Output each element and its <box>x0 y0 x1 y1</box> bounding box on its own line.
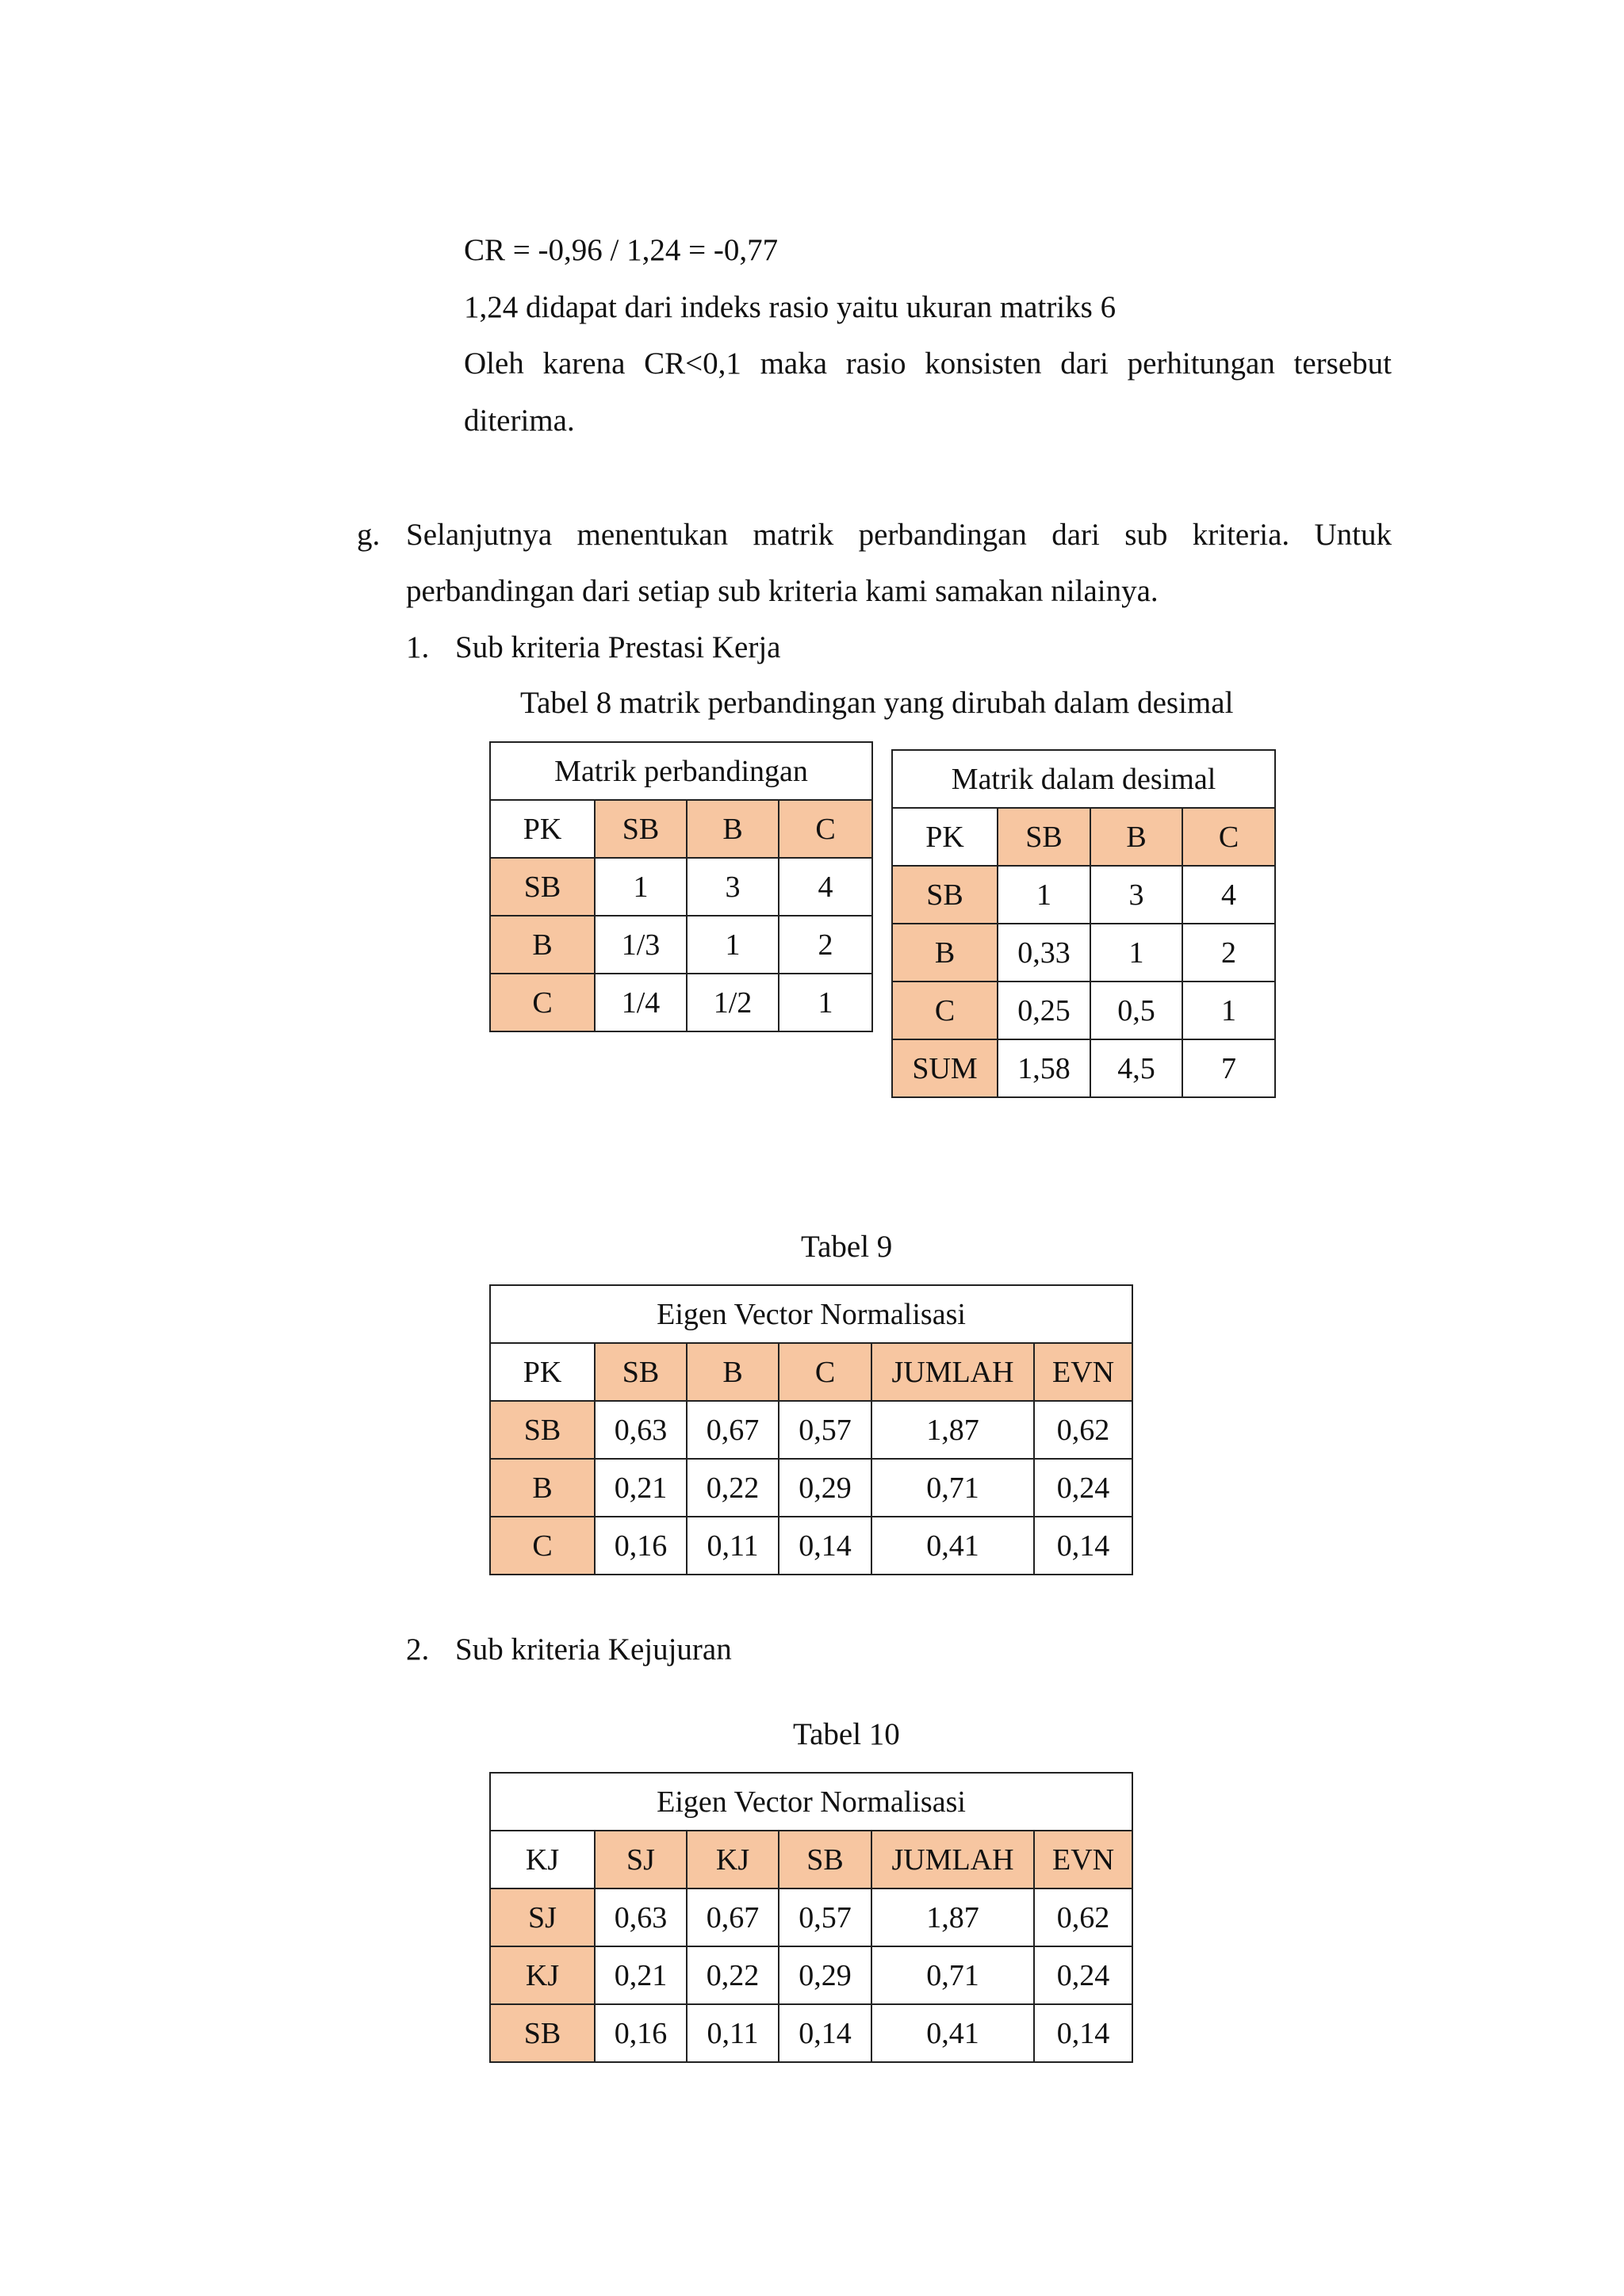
table-row <box>490 1946 1132 2004</box>
table-cell: 4 <box>779 858 872 916</box>
table-cell: 0,22 <box>687 1459 779 1517</box>
table9-col-header: SB <box>595 1343 687 1401</box>
table-cell: 0,14 <box>779 1517 871 1575</box>
table9-col-header: C <box>779 1343 871 1401</box>
table-cell: 0,21 <box>595 1946 687 2004</box>
table-cell: 0,67 <box>687 1401 779 1459</box>
table9-row-header: C <box>490 1517 595 1575</box>
table8-left-col-header: B <box>687 800 779 858</box>
table-cell: 0,16 <box>595 2004 687 2062</box>
table-cell: 0,29 <box>779 1459 871 1517</box>
table-cell: 0,67 <box>687 1888 779 1946</box>
table-cell: 1 <box>687 916 779 974</box>
table-row <box>490 1517 1132 1575</box>
table-cell: 0,63 <box>595 1401 687 1459</box>
table-cell: 0,24 <box>1034 1459 1132 1517</box>
table-cell: 0,14 <box>1034 1517 1132 1575</box>
table-cell: 0,63 <box>595 1888 687 1946</box>
table10-corner: KJ <box>490 1831 595 1888</box>
table-row <box>892 1039 1275 1097</box>
table-row <box>490 974 872 1031</box>
table-row <box>892 924 1275 982</box>
section-g-line-1: Selanjutnya menentukan matrik perbandingan dari sub kriteria. Untuk <box>406 518 1392 552</box>
table-cell: 0,22 <box>687 1946 779 2004</box>
table8-right-row-header: SB <box>892 866 998 924</box>
table10-eigen-vector <box>489 1772 1133 2063</box>
table10-col-header: EVN <box>1034 1831 1132 1888</box>
table8-left-corner: PK <box>490 800 595 858</box>
table9-col-header: EVN <box>1034 1343 1132 1401</box>
table-cell: 4 <box>1182 866 1275 924</box>
table-row <box>490 2004 1132 2062</box>
cr-formula-line: CR = -0,96 / 1,24 = -0,77 <box>464 233 779 267</box>
table-row <box>490 858 872 916</box>
table8-left-row-header: B <box>490 916 595 974</box>
sub2-number: 2. <box>406 1632 430 1667</box>
table-cell: 2 <box>1182 924 1275 982</box>
table-cell: 1/4 <box>595 974 687 1031</box>
table-cell: 1 <box>1182 982 1275 1039</box>
sub2-heading: Sub kriteria Kejujuran <box>455 1632 732 1667</box>
sub1-heading: Sub kriteria Prestasi Kerja <box>455 630 781 664</box>
table-cell: 4,5 <box>1090 1039 1182 1097</box>
table8-right-row-header: C <box>892 982 998 1039</box>
table9-row-header: B <box>490 1459 595 1517</box>
table-row <box>490 1401 1132 1459</box>
table10-col-header: SJ <box>595 1831 687 1888</box>
table-cell: 1,58 <box>998 1039 1090 1097</box>
table8-left-matrix <box>489 741 873 1032</box>
table8-left-row-header: C <box>490 974 595 1031</box>
table-cell: 1 <box>998 866 1090 924</box>
table8-right-row-header: SUM <box>892 1039 998 1097</box>
table-cell: 1 <box>779 974 872 1031</box>
table-cell: 0,21 <box>595 1459 687 1517</box>
table-cell: 0,33 <box>998 924 1090 982</box>
table-row <box>490 1888 1132 1946</box>
table9-col-header: B <box>687 1343 779 1401</box>
table-cell: 0,16 <box>595 1517 687 1575</box>
section-g-line-2: perbandingan dari setiap sub kriteria kami samakan nilainya. <box>406 574 1159 608</box>
table10-row-header: SB <box>490 2004 595 2062</box>
table-cell: 0,25 <box>998 982 1090 1039</box>
table-cell: 0,62 <box>1034 1888 1132 1946</box>
table-cell: 2 <box>779 916 872 974</box>
ri-explanation-line: 1,24 didapat dari indeks rasio yaitu ukuran matriks 6 <box>464 290 1116 324</box>
table8-right-corner: PK <box>892 808 998 866</box>
table8-left-col-header: SB <box>595 800 687 858</box>
table8-left-row-header: SB <box>490 858 595 916</box>
table-cell: 0,71 <box>871 1459 1034 1517</box>
conclusion-line-2: diterima. <box>464 404 575 438</box>
table8-right-title: Matrik dalam desimal <box>892 750 1275 808</box>
table-cell: 0,14 <box>779 2004 871 2062</box>
table-cell: 0,62 <box>1034 1401 1132 1459</box>
table-cell: 0,41 <box>871 1517 1034 1575</box>
table10-caption: Tabel 10 <box>793 1717 900 1751</box>
table-cell: 0,5 <box>1090 982 1182 1039</box>
table-cell: 7 <box>1182 1039 1275 1097</box>
table8-left-title: Matrik perbandingan <box>490 742 872 800</box>
section-g-marker: g. <box>357 518 381 552</box>
table-cell: 1,87 <box>871 1401 1034 1459</box>
table9-eigen-vector <box>489 1284 1133 1575</box>
table-cell: 1,87 <box>871 1888 1034 1946</box>
table-row <box>892 866 1275 924</box>
conclusion-line-1: Oleh karena CR<0,1 maka rasio konsisten dari perhitungan tersebut <box>464 346 1392 381</box>
table8-right-col-header: C <box>1182 808 1275 866</box>
table10-col-header: SB <box>779 1831 871 1888</box>
table8-right-matrix <box>891 749 1276 1098</box>
table10-row-header: KJ <box>490 1946 595 2004</box>
table10-title: Eigen Vector Normalisasi <box>490 1773 1132 1831</box>
table8-right-col-header: SB <box>998 808 1090 866</box>
table-cell: 3 <box>1090 866 1182 924</box>
table-cell: 3 <box>687 858 779 916</box>
table-row <box>490 916 872 974</box>
table10-col-header: KJ <box>687 1831 779 1888</box>
table-cell: 1/2 <box>687 974 779 1031</box>
table9-corner: PK <box>490 1343 595 1401</box>
table-row <box>892 982 1275 1039</box>
table9-title: Eigen Vector Normalisasi <box>490 1285 1132 1343</box>
table-cell: 1/3 <box>595 916 687 974</box>
table8-right-row-header: B <box>892 924 998 982</box>
table10-col-header: JUMLAH <box>871 1831 1034 1888</box>
table-cell: 0,24 <box>1034 1946 1132 2004</box>
table-cell: 0,57 <box>779 1401 871 1459</box>
table-cell: 0,71 <box>871 1946 1034 2004</box>
table-cell: 0,57 <box>779 1888 871 1946</box>
table-cell: 0,29 <box>779 1946 871 2004</box>
table9-caption: Tabel 9 <box>801 1230 893 1264</box>
table8-caption: Tabel 8 matrik perbandingan yang dirubah dalam desimal <box>520 686 1234 720</box>
table8-left-col-header: C <box>779 800 872 858</box>
table-cell: 0,14 <box>1034 2004 1132 2062</box>
sub1-number: 1. <box>406 630 430 664</box>
table-cell: 0,11 <box>687 2004 779 2062</box>
table9-col-header: JUMLAH <box>871 1343 1034 1401</box>
table9-row-header: SB <box>490 1401 595 1459</box>
table-row <box>490 1459 1132 1517</box>
table-cell: 1 <box>595 858 687 916</box>
table8-right-col-header: B <box>1090 808 1182 866</box>
table-cell: 1 <box>1090 924 1182 982</box>
table10-row-header: SJ <box>490 1888 595 1946</box>
table-cell: 0,41 <box>871 2004 1034 2062</box>
table-cell: 0,11 <box>687 1517 779 1575</box>
